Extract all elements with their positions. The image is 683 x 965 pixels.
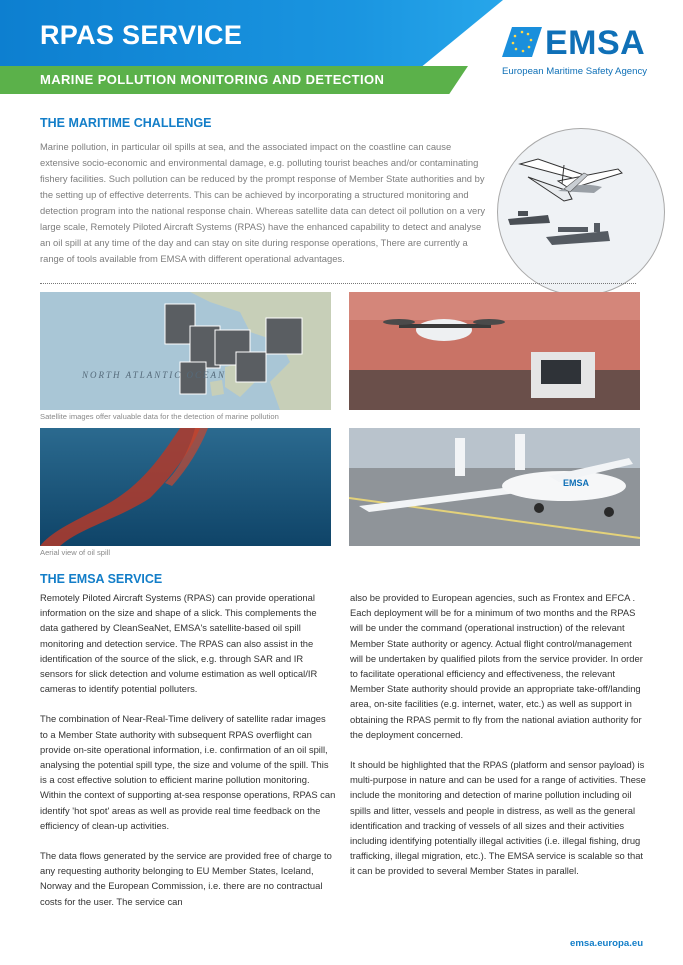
rpas-illustration	[497, 128, 665, 296]
section-heading-challenge: THE MARITIME CHALLENGE	[40, 116, 212, 130]
footer-url[interactable]: emsa.europa.eu	[570, 938, 644, 949]
spill-caption: Aerial view of oil spill	[40, 548, 111, 557]
left-paragraph-2: The combination of Near-Real-Time delivery of satellite radar images to a Member State authority with subsequent RPAS overflight can provide on-site operational information, i.e. confirmation of an oil spill, analysing the potential spill type, the size and volume of the spill. This is a cost effective solution to efficient marine pollution monitoring. Within the context of supporting at-sea response operations, RPAS can identify 'hot spot' areas as well as provide real time feedback on the efficiency of clean-up activities.	[40, 713, 336, 831]
map-ocean-label: NORTH ATLANTIC OCEAN	[82, 370, 227, 380]
drone-and-ships-icon	[498, 129, 665, 296]
fixed-wing-drone-photo	[349, 428, 640, 546]
right-paragraph-2: It should be highlighted that the RPAS (platform and sensor payload) is multi-purpose in nature and can be used for a range of activities. These include the monitoring and detection of marine pollution including oil spills and litter, vessels and people in distress, as well as the general identification and tracking of vessels of all sizes and their activities including identifying potentially illegal activities (i.e. illegal fishing, drug trafficking, illegal migration, etc.). The EMSA service is scalable so that it can be provided to several Member States in parallel.	[350, 759, 646, 877]
logo-tagline: European Maritime Safety Agency	[502, 66, 648, 77]
page-subtitle: MARINE POLLUTION MONITORING AND DETECTION	[40, 72, 385, 87]
left-paragraph-3: The data flows generated by the service are provided free of charge to any requesting authority belonging to EU Member States, Iceland, Norway and the European Commission, i.e. there are no contractual costs for the user. The service can	[40, 850, 332, 907]
oil-spill-photo	[40, 428, 331, 546]
left-paragraph-1: Remotely Piloted Aircraft Systems (RPAS) can provide operational information on the size and shape of a slick. This complements the data gathered by CleanSeaNet, EMSA's satellite-based oil spill monitoring and detection service. The RPAS can also assist in the identification of the source of the slick, e.g. through SAR and IR sensors for slick detection and volume estimation as well optical/IR cameras to identify potential polluters.	[40, 592, 318, 695]
map-caption: Satellite images offer valuable data for the detection of marine pollution	[40, 412, 279, 421]
logo-name: EMSA	[545, 24, 646, 62]
body-column-right	[350, 590, 646, 894]
body-column-left	[40, 590, 336, 924]
rotor-drone-photo	[349, 292, 640, 410]
emsa-logo-icon	[502, 27, 542, 57]
page-title: RPAS SERVICE	[40, 20, 243, 50]
challenge-paragraph: Marine pollution, in particular oil spills at sea, and the associated impact on the coastline can cause extensive socio-economic and environmental damage, e.g. polluting tourist beaches and/or contaminating fishery facilities. Such pollution can be reduced by the prompt response of Member State authorities and by the setting up of effective deterrents. This can be achieved by incorporating a structured monitoring and detection program into the national response chain. Whereas satellite data can detect oil pollution on a very large scale, Remotely Piloted Aircraft Systems (RPAS) have the enhanced capability to detect and analyse an oil spill at any time of the day and can stay on site during response operations, There are currently a range of tools available from EMSA with different operational advantages.	[40, 141, 486, 264]
section-heading-service: THE EMSA SERVICE	[40, 572, 163, 586]
emsa-logo	[502, 24, 662, 82]
right-paragraph-1: also be provided to European agencies, such as Frontex and EFCA . Each deployment will be for a minimum of two months and the RPAS will be under the command (operational instruction) of the relevant Member State authority or agency. Actual flight control/management will be undertaken by qualified pilots from the service provider. In order to facilitate operational efficiency and effectiveness, the relevant Member State authority should provide an appropriate take-off/landing area, on-site facilities (e.g. internet, water, etc.) as well as support in obtaining the RPAS permit to fly from the national aviation authority for the deployment concerned.	[350, 592, 643, 740]
drone-emsa-label: EMSA	[563, 478, 590, 488]
satellite-map-image	[40, 292, 331, 410]
divider	[40, 283, 636, 284]
